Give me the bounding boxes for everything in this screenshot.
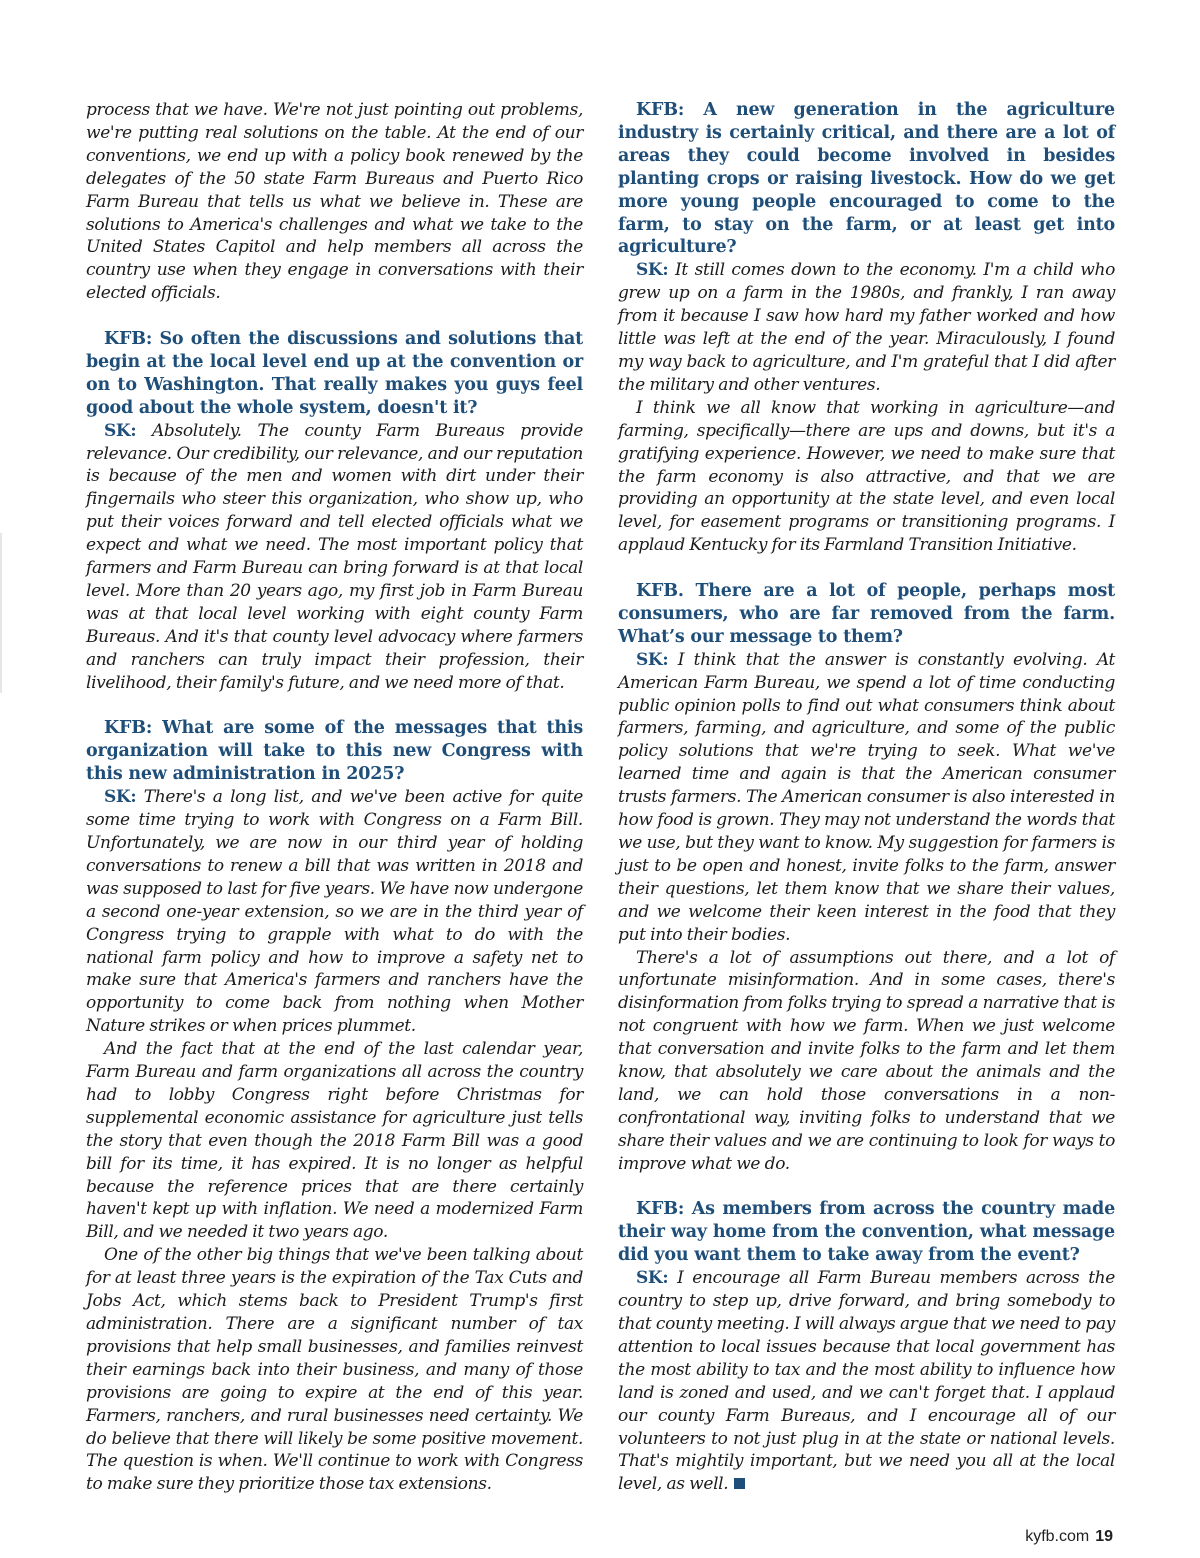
answer-2-text: There's a long list, and we've been active for quite some time trying to work with Congress on a Farm Bill. Unfortunately, we are now in our third year of holding conversations to renew a bill that was written in 2018 and was supposed to last for five years. We have now undergone a second one-year extension, so we are in the third year of Congress trying to grapple with what to do with the national farm policy and how to improve a safety net to make sure that America's farmers and ranchers have the opportunity to come back from nothing when Mother Nature strikes or when prices plummet. — [86, 787, 583, 1037]
answer-5 — [618, 1267, 1115, 1496]
answer-3-text: It still comes down to the economy. I'm a child who grew up on a farm in the 1980s, and frankly, I ran away from it because I saw how hard my father worked and how little was left at the end of the year. Miraculously, I found my way back to agriculture, and I'm grateful that I did after the military and other ventures. — [618, 260, 1115, 395]
question-2: KFB: What are some of the messages that this organization will take to this new Congress with this new administration in 2025? — [86, 718, 583, 785]
answer-1 — [86, 420, 583, 695]
answer-5-text: I encourage all Farm Bureau members across the country to step up, drive forward, and bring somebody to that county meeting. I will always argue that we need to pay attention to local issues because that local government has the most ability to tax and the most ability to influence how land is zoned and used, and we can't forget that. I applaud our county Farm Bureaus, and I encourage all of our volunteers to not just plug in at the state or national levels. That's mightily important, but we need you all at the local level, as well. — [618, 1268, 1115, 1495]
question-5: KFB: As members from across the country made their way home from the convention, what message did you want them to take away from the event? — [618, 1199, 1115, 1266]
left-column — [86, 99, 583, 1496]
answer-3-paragraph-2: I think we all know that working in agriculture—and farming, specifically—there are ups and downs, but it's a gratifying experience. However, we need to make sure that the farm economy is also attractive, and that we are providing an opportunity at the state level, and even local level, for easement programs or transitioning programs. I applaud Kentucky for its Farmland Transition Initiative. — [618, 397, 1115, 556]
question-3: KFB: A new generation in the agriculture industry is certainly critical, and there are a lot of areas they could become involved in besides planting crops or raising livestock. How do we get more young people encouraged to come to the farm, to stay on the farm, or at least get into agriculture? — [618, 100, 1115, 258]
speaker-label: SK: — [636, 260, 669, 281]
answer-3 — [618, 259, 1115, 396]
speaker-label: SK: — [636, 649, 669, 670]
answer-1-text: Absolutely. The county Farm Bureaus provide relevance. Our credibility, our relevance, and our reputation is because of the men and women with dirt under their fingernails who steer this organization, who show up, who put their voices forward and tell elected officials what we expect and what we need. The most important policy that farmers and Farm Bureau can bring forward is at that local level. More than 20 years ago, my first job in Farm Bureau was at that local level working with eight county Farm Bureaus. And it's that county level advocacy where farmers and ranchers can truly impact their profession, their livelihood, their family's future, and we need more of that. — [86, 420, 583, 693]
answer-4-paragraph-2: There's a lot of assumptions out there, and a lot of unfortunate misinformation. And in some cases, there's disinformation from folks trying to spread a narrative that is not congruent with how we farm. When we just welcome that conversation and invite folks to the farm and let them know, that absolutely we care about the animals and the land, we can hold those conversations in a non-confrontational way, inviting folks to understand that we share their values and we are continuing to look for ways to improve what we do. — [618, 947, 1115, 1174]
page-number: 19 — [1095, 1528, 1113, 1545]
answer-2 — [86, 786, 583, 1038]
question-1: KFB: So often the discussions and solutions that begin at the local level end up at the convention or on to Washington. That really makes you guys feel good about the whole system, doesn't it? — [86, 329, 583, 418]
margin-rule — [0, 533, 2, 693]
answer-4-text: I think that the answer is constantly evolving. At American Farm Bureau, we spend a lot of time conducting public opinion polls to find out what consumers think about farmers, farming, and agriculture, and some of the public policy solutions that we're trying to seek. What we've learned time and again is that the American consumer trusts farmers. The American consumer is also interested in how food is grown. They may not understand the words that we use, but they want to know. My suggestion for farmers is just to be open and honest, invite folks to the farm, answer their questions, let them know that we share their values, and we welcome their keen interest in the food that they put into their bodies. — [618, 649, 1115, 945]
end-of-article-icon — [734, 1478, 745, 1489]
footer-site: kyfb.com — [1025, 1528, 1090, 1545]
page-footer — [1025, 1528, 1113, 1546]
answer-4 — [618, 649, 1115, 947]
speaker-label: SK: — [104, 420, 137, 441]
intro-paragraph: process that we have. We're not just pointing out problems, we're putting real solutions on the table. At the end of our conventions, we end up with a policy book renewed by the delegates of the 50 state Farm Bureaus and Puerto Rico Farm Bureau that tells us what we believe in. These are solutions to America's challenges and what we take to the United States Capitol and help members all across the country use when they engage in conversations with their elected officials. — [86, 100, 583, 304]
question-4: KFB. There are a lot of people, perhaps most consumers, who are far removed from the farm. What’s our message to them? — [618, 581, 1115, 647]
speaker-label: SK: — [104, 787, 137, 808]
answer-2-paragraph-3: One of the other big things that we've been talking about for at least three years is the expiration of the Tax Cuts and Jobs Act, which stems back to President Trump's first administration. There are a significant number of tax provisions that help small businesses, and families reinvest their earnings back into their business, and many of those provisions are going to expire at the end of this year. Farmers, ranchers, and rural businesses need certainty. We do believe that there will likely be some positive movement. The question is when. We'll continue to work with Congress to make sure they prioritize those tax extensions. — [86, 1245, 583, 1495]
right-column — [618, 99, 1115, 1496]
speaker-label: SK: — [636, 1268, 669, 1289]
answer-2-paragraph-2: And the fact that at the end of the last calendar year, Farm Bureau and farm organizations all across the country had to lobby Congress right before Christmas for supplemental economic assistance for agriculture just tells the story that even though the 2018 Farm Bill was a good bill for its time, it has expired. It is no longer as helpful because the reference prices that are there certainly haven't kept up with inflation. We need a modernized Farm Bill, and we needed it two years ago. — [86, 1039, 583, 1243]
